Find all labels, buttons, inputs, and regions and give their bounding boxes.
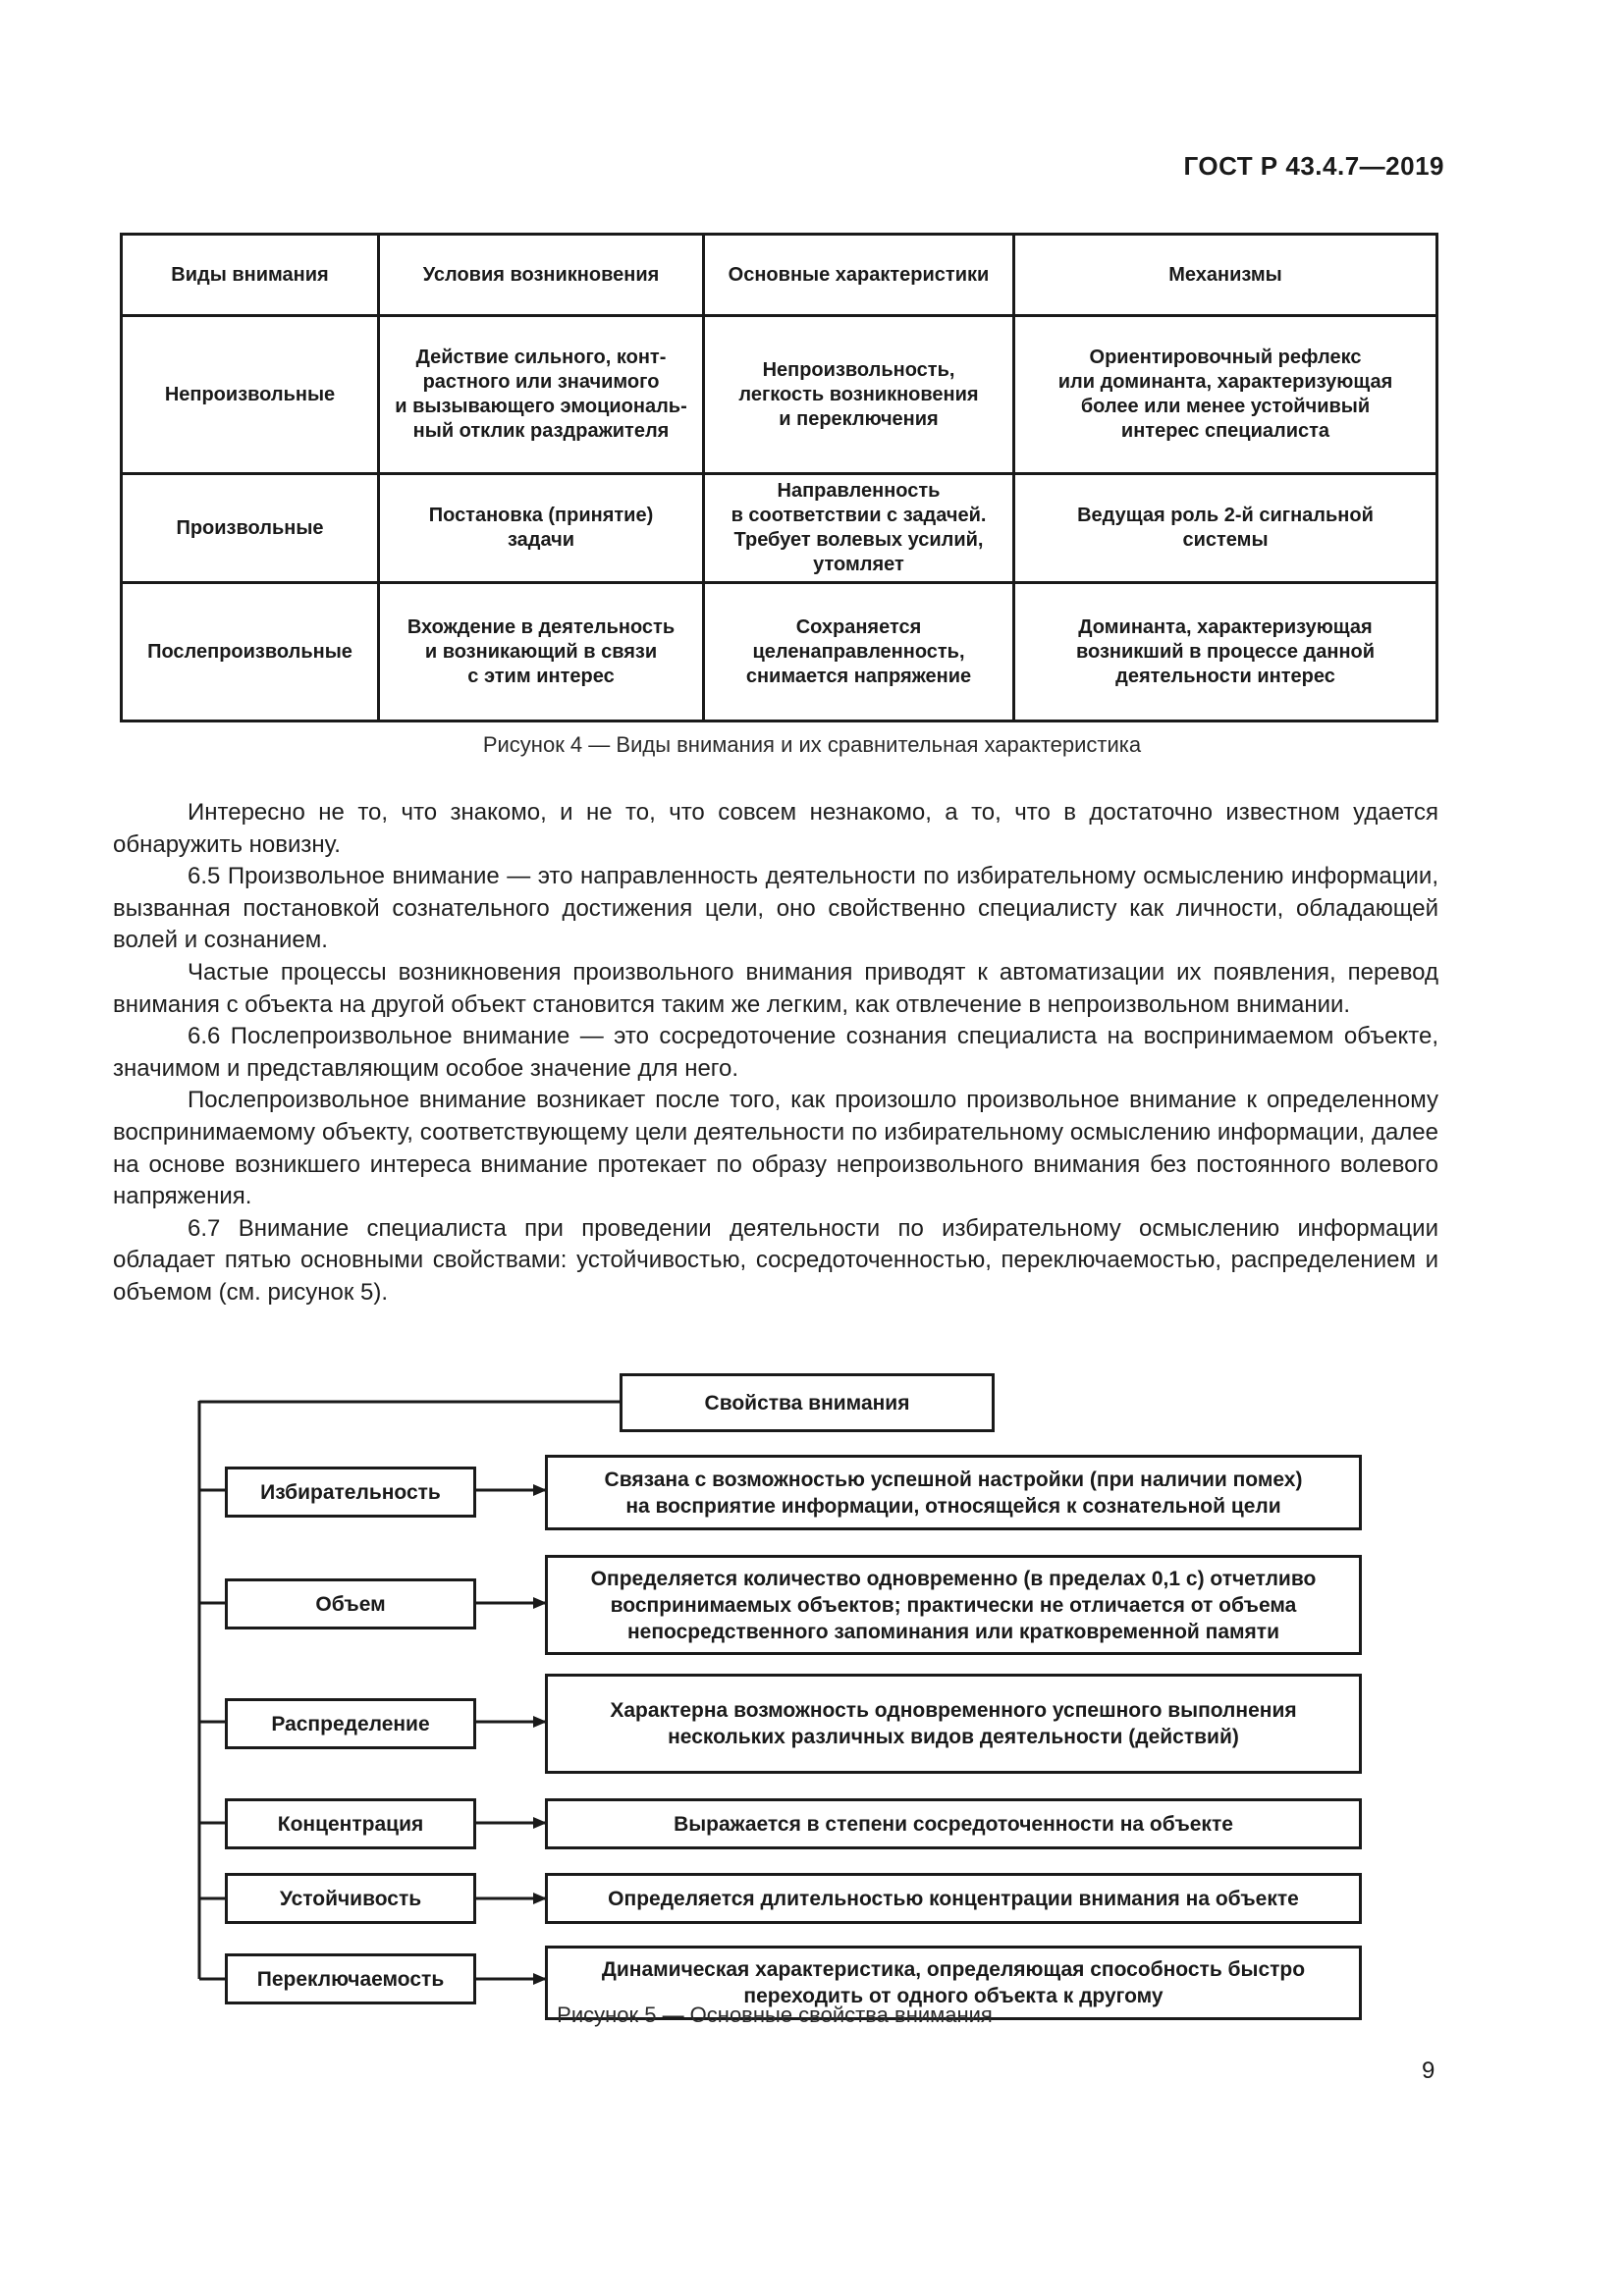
table-cell: Вхождение в деятельность и возникающий в связи с этим интерес: [379, 583, 704, 721]
property-box: Переключаемость: [225, 1953, 476, 2004]
body-text: [113, 797, 1438, 1309]
paragraph: 6.6 Послепроизвольное внимание — это сосредоточение сознания специалиста на воспринимаемом объекте, значимом и представляющим особое значение для него.: [113, 1023, 1438, 1082]
paragraph: 6.5 Произвольное внимание — это направленность деятельности по избирательному осмыслению информации, вызванная постановкой сознательного достижения цели, оно свойственно специалисту как личности, обладающей волей и сознанием.: [113, 863, 1438, 954]
table-row: [122, 474, 1437, 583]
header-cell: Механизмы: [1014, 235, 1437, 316]
figure-5-caption: Рисунок 5 — Основные свойства внимания: [557, 2002, 993, 2027]
figure-4-caption: Рисунок 4 — Виды внимания и их сравнительная характеристика: [482, 732, 1142, 757]
table-cell: Непроизвольные: [122, 316, 379, 474]
table-cell: Ведущая роль 2-й сигнальной системы: [1014, 474, 1437, 583]
document-header: ГОСТ Р 43.4.7—2019: [1183, 151, 1444, 181]
description-box: Выражается в степени сосредоточенности на объекте: [545, 1798, 1362, 1849]
property-box: Устойчивость: [225, 1873, 476, 1924]
header-cell: Основные характеристики: [704, 235, 1014, 316]
table-row: [122, 583, 1437, 721]
paragraph: Интересно не то, что знакомо, и не то, что совсем незнакомо, а то, что в достаточно известном удается обнаружить новизну.: [113, 799, 1438, 858]
paragraph: Частые процессы возникновения произвольного внимания приводят к автоматизации их появления, перевод внимания с объекта на другой объект становится таким же легким, как отвлечение в непроизвольном внимании.: [113, 958, 1438, 1018]
table-cell: Послепроизвольные: [122, 583, 379, 721]
table-cell: Ориентировочный рефлекс или доминанта, характеризующая более или менее устойчивый интерес специалиста: [1014, 316, 1437, 474]
description-box: Определяется количество одновременно (в пределах 0,1 с) отчетливо воспринимаемых объектов; практически не отличается от объема непосредственного запоминания или кратковременной памяти: [545, 1555, 1362, 1655]
root-box: Свойства внимания: [620, 1373, 995, 1432]
paragraph: Послепроизвольное внимание возникает после того, как произошло произвольное внимание к определенному воспринимаемому объекту, соответствующему цели деятельности по избирательному осмыслению информации, далее на основе возникшего интереса внимание протекает по образу непроизвольного внимания без постоянного волевого напряжения.: [113, 1087, 1438, 1210]
property-box: Избирательность: [225, 1467, 476, 1518]
table-row: [122, 316, 1437, 474]
property-box: Распределение: [225, 1698, 476, 1749]
table-cell: Направленность в соответствии с задачей. Требует волевых усилий, утомляет: [704, 474, 1014, 583]
description-box: Характерна возможность одновременного успешного выполнения нескольких различных видов деятельности (действий): [545, 1674, 1362, 1774]
table-cell: Непроизвольность, легкость возникновения и переключения: [704, 316, 1014, 474]
figure-4-table: [120, 233, 1438, 722]
paragraph: 6.7 Внимание специалиста при проведении деятельности по избирательному осмыслению информации обладает пятью основными свойствами: устойчивостью, сосредоточенностью, переключаемостью, распределением и объемом (см. рисунок 5).: [113, 1214, 1438, 1306]
header-cell: Виды внимания: [122, 235, 379, 316]
table-cell: Произвольные: [122, 474, 379, 583]
table-cell: Постановка (принятие) задачи: [379, 474, 704, 583]
table-cell: Действие сильного, конт- растного или значимого и вызывающего эмоциональ- ный отклик раздражителя: [379, 316, 704, 474]
description-box: Динамическая характеристика, определяющая способность быстро переходить от одного объекта к другому: [545, 1946, 1362, 2020]
table-header-row: [122, 235, 1437, 316]
property-box: Концентрация: [225, 1798, 476, 1849]
description-box: Определяется длительностью концентрации внимания на объекте: [545, 1873, 1362, 1924]
page-number: 9: [1422, 2057, 1435, 2084]
description-box: Связана с возможностью успешной настройки (при наличии помех) на восприятие информации, относящейся к сознательной цели: [545, 1455, 1362, 1530]
header-cell: Условия возникновения: [379, 235, 704, 316]
table-cell: Сохраняется целенаправленность, снимается напряжение: [704, 583, 1014, 721]
table-cell: Доминанта, характеризующая возникший в процессе данной деятельности интерес: [1014, 583, 1437, 721]
property-box: Объем: [225, 1578, 476, 1629]
